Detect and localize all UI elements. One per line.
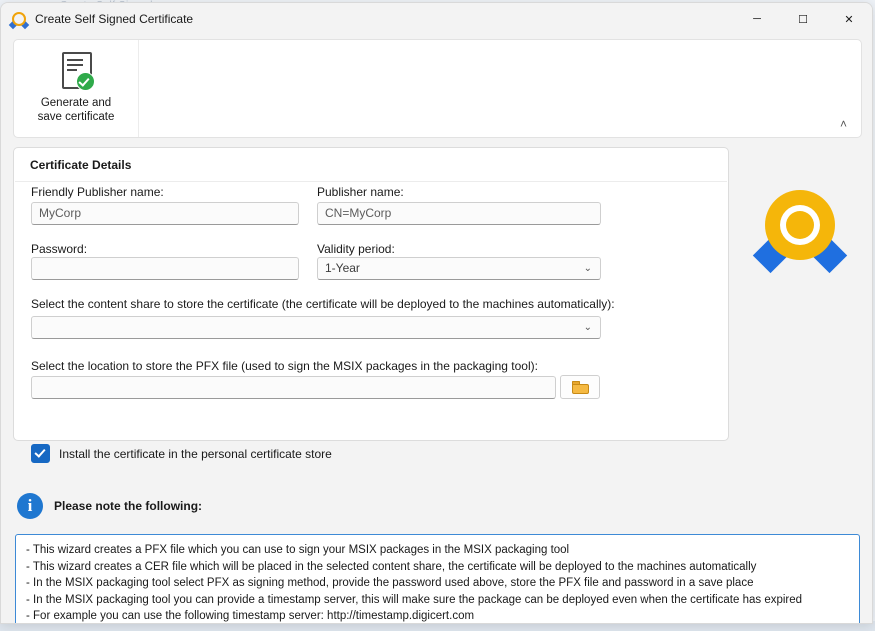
- info-icon: i: [17, 493, 43, 519]
- certificate-document-icon: [56, 50, 96, 92]
- generate-button-label-line1: Generate and: [40, 97, 112, 109]
- note-text-box: [15, 534, 860, 624]
- chevron-down-icon: ⌄: [583, 322, 592, 333]
- note-line: - This wizard creates a PFX file which you can use to sign your MSIX packages in the MSIX packaging tool: [26, 544, 570, 556]
- publisher-name-input[interactable]: CN=MyCorp: [317, 202, 601, 225]
- note-header: [17, 493, 202, 519]
- friendly-publisher-name-input[interactable]: MyCorp: [31, 202, 299, 225]
- generate-button-label-line2: save certificate: [37, 111, 115, 123]
- password-label: Password:: [31, 242, 88, 256]
- group-separator: [15, 181, 727, 182]
- note-line: - For example you can use the following timestamp server: http://timestamp.digicert.com: [26, 610, 475, 622]
- note-line: - This wizard creates a CER file which will be placed in the selected content share, the certificate will be deployed to the machines automatically: [26, 560, 757, 573]
- install-certificate-checkbox-row[interactable]: [31, 444, 332, 463]
- browse-pfx-location-button[interactable]: [560, 375, 600, 399]
- pfx-location-label: Select the location to store the PFX file (used to sign the MSIX packages in the packaging tool):: [31, 359, 538, 373]
- pfx-location-input[interactable]: [31, 376, 556, 399]
- install-certificate-checkbox[interactable]: [31, 444, 50, 463]
- validity-period-label: Validity period:: [317, 242, 395, 256]
- window-client-area: [1, 35, 872, 623]
- validity-period-value: 1-Year: [325, 261, 360, 275]
- validity-period-select[interactable]: [317, 257, 601, 280]
- note-line: - In the MSIX packaging tool you can provide a timestamp server, this will make sure the package can be deployed even when the certificate has expired: [26, 593, 803, 606]
- maximize-button[interactable]: ☐: [798, 13, 808, 26]
- note-line: - In the MSIX packaging tool select PFX as signing method, provide the password used above, store the PFX file and password in a save place: [26, 577, 754, 589]
- chevron-down-icon: ⌄: [583, 263, 592, 274]
- certificate-award-illustration: [758, 190, 842, 278]
- close-button[interactable]: ✕: [844, 13, 854, 26]
- content-share-select[interactable]: [31, 316, 601, 339]
- window-titlebar[interactable]: [1, 3, 872, 35]
- note-title: Please note the following:: [54, 499, 203, 513]
- content-share-label: Select the content share to store the certificate (the certificate will be deployed to the machines automatically):: [31, 297, 615, 311]
- friendly-publisher-name-label: Friendly Publisher name:: [31, 185, 164, 199]
- certificate-details-title: Certificate Details: [30, 158, 132, 172]
- window-title: Create Self Signed Certificate: [35, 12, 194, 26]
- password-input[interactable]: [31, 257, 299, 280]
- ribbon-bar: [13, 39, 862, 138]
- create-certificate-window: [0, 2, 873, 624]
- publisher-name-label: Publisher name:: [317, 185, 404, 199]
- generate-and-save-certificate-button[interactable]: [14, 40, 139, 137]
- certificate-award-icon: [11, 11, 27, 27]
- folder-icon: [572, 381, 589, 394]
- window-controls: [734, 3, 872, 35]
- collapse-ribbon-chevron-icon[interactable]: ˄: [839, 117, 847, 131]
- minimize-button[interactable]: ─: [753, 13, 761, 25]
- install-certificate-label: Install the certificate in the personal certificate store: [59, 446, 332, 461]
